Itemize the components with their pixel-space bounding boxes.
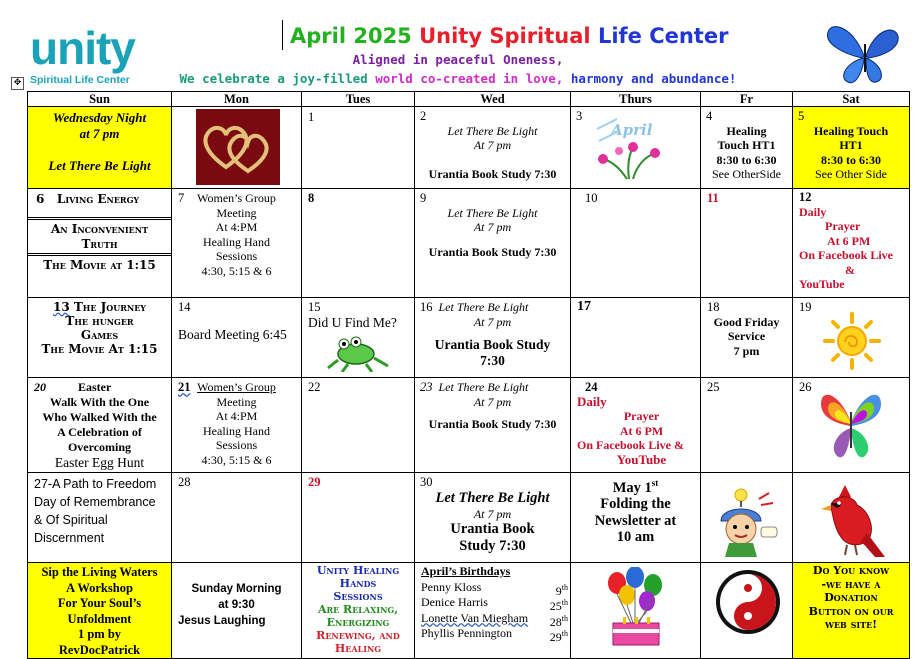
event-line: 7:30 xyxy=(480,353,505,368)
day-number: 4 xyxy=(706,109,713,123)
event-title: May 1 xyxy=(612,479,652,496)
event-line: Prayer xyxy=(623,409,660,423)
day-cell xyxy=(302,107,415,189)
day-number: 3 xyxy=(576,109,583,123)
event-line: Unity Healing xyxy=(316,564,400,577)
event-title: Women’s Group xyxy=(197,191,276,205)
dow-tue: Tues xyxy=(302,92,415,107)
event-line: Are Relaxing, xyxy=(317,603,399,616)
event-line: Button on our xyxy=(808,604,894,618)
dow-mon: Mon xyxy=(172,92,302,107)
event-line: 1 pm by xyxy=(77,627,122,641)
birthday-day-number: 29 xyxy=(549,630,562,644)
event-line: Urantia Book Study 7:30 xyxy=(428,166,557,181)
motto-part-b: world co-created in love, xyxy=(375,71,564,86)
thinking-kid-icon xyxy=(713,487,779,557)
event-line: Sessions xyxy=(333,590,383,603)
hearts-icon xyxy=(196,109,280,185)
day-cell xyxy=(571,298,701,378)
event-line: 7 pm xyxy=(733,343,760,358)
day-cell xyxy=(571,189,701,298)
event-line: At 6 PM xyxy=(827,233,871,248)
event-line: At 6 PM xyxy=(619,423,664,438)
day-number: 22 xyxy=(308,380,321,394)
event-line: Wednesday Night xyxy=(52,110,147,125)
rainbow-butterfly-icon xyxy=(819,386,883,464)
title-month: April 2025 xyxy=(290,24,412,48)
dow-sat: Sat xyxy=(793,92,910,107)
event-line: At 7 pm xyxy=(473,394,512,409)
event-line: Touch HT1 xyxy=(717,138,776,152)
day-number: 26 xyxy=(799,380,812,394)
page-title xyxy=(290,22,728,50)
day-cell xyxy=(28,107,172,189)
event-line: Sip the Living Waters xyxy=(41,565,158,579)
event-line: Urantia Book Study xyxy=(434,337,551,352)
event-line: A Workshop xyxy=(66,580,133,595)
event-line: Donation xyxy=(824,591,878,604)
event-line: Prayer xyxy=(825,219,861,233)
title-name-red: Unity Spiritual xyxy=(419,24,591,48)
event-line: Did U Find Me? xyxy=(308,314,397,330)
day-cell xyxy=(172,563,302,659)
event-line: Do You know xyxy=(812,564,890,577)
event-line: Sessions xyxy=(215,249,258,263)
birthday-row xyxy=(421,580,571,596)
day-cell xyxy=(302,563,415,659)
event-line: See Other Side xyxy=(815,167,887,181)
day-number: 17 xyxy=(577,299,591,314)
motto xyxy=(0,71,916,86)
event-line: At 4:PM xyxy=(215,220,258,234)
day-cell xyxy=(793,473,910,563)
event-line xyxy=(415,380,570,395)
ordinal-suffix: th xyxy=(561,582,568,592)
event-title: Living Energy xyxy=(56,192,140,206)
event-line: 10 am xyxy=(616,529,655,546)
day-cell xyxy=(172,189,302,298)
event-line: Urantia Book Study 7:30 xyxy=(428,244,557,259)
event-line: Sessions xyxy=(215,438,258,452)
day-cell xyxy=(701,107,793,189)
day-cell xyxy=(701,189,793,298)
day-cell xyxy=(571,378,701,473)
day-cell xyxy=(302,298,415,378)
event-line: RevDocPatrick xyxy=(58,642,141,657)
logo-subtitle: Spiritual Life Center xyxy=(30,74,130,86)
event-line: On Facebook Live xyxy=(799,248,894,262)
day-cell xyxy=(701,378,793,473)
day-cell xyxy=(302,378,415,473)
day-number: 6 xyxy=(36,192,45,206)
event-line: Newsletter at xyxy=(594,512,677,529)
day-cell xyxy=(172,378,302,473)
birthday-day xyxy=(550,626,568,646)
day-cell xyxy=(28,563,172,659)
event-line: Urantia Book xyxy=(450,521,535,537)
event-line: Sunday Morning xyxy=(191,583,282,595)
day-cell xyxy=(793,107,910,189)
ordinal-suffix: th xyxy=(561,629,568,638)
event-line: The hunger xyxy=(65,314,134,328)
ordinal-suffix: th xyxy=(561,598,568,607)
event-line: -we have a xyxy=(821,577,881,591)
event-line: Board Meeting 6:45 xyxy=(178,326,287,342)
day-cell xyxy=(28,189,172,298)
day-cell xyxy=(172,107,302,189)
event-line: Healing Hand xyxy=(203,423,270,438)
day-number: 12 xyxy=(799,190,812,204)
day-number: 29 xyxy=(308,475,321,489)
event-line: HT1 xyxy=(839,138,863,152)
day-number: 2 xyxy=(420,109,427,123)
day-cell xyxy=(571,473,701,563)
event-line: at 9:30 xyxy=(218,599,255,611)
day-cell xyxy=(701,473,793,563)
motto-part-a: We celebrate a joy-filled xyxy=(179,71,368,86)
event-line: 8:30 to 6:30 xyxy=(821,152,881,167)
day-number: 14 xyxy=(178,300,191,314)
event-line xyxy=(415,300,570,315)
day-cell xyxy=(302,189,415,298)
dow-fri: Fr xyxy=(701,92,793,107)
birthday-row xyxy=(421,595,571,611)
day-number: 7 xyxy=(178,191,185,205)
event-line: At 4:PM xyxy=(215,409,258,423)
dow-sun: Sun xyxy=(28,92,172,107)
birthday-list xyxy=(421,580,571,642)
birthday-name: Phyllis Pennington xyxy=(421,626,513,640)
april-flowers-icon xyxy=(589,115,675,181)
event-line: Overcoming xyxy=(67,440,132,454)
event-line: & xyxy=(845,262,855,277)
event-line: YouTube xyxy=(799,277,845,291)
birthdays-title: April’s Birthdays xyxy=(421,564,511,578)
event-title: The Journey xyxy=(73,300,147,314)
event-line: Daily xyxy=(577,393,607,409)
day-number: 21 xyxy=(178,380,191,394)
day-cell xyxy=(571,563,701,659)
event-line: On Facebook Live & xyxy=(577,438,684,452)
event-line: Let There Be Light xyxy=(447,205,538,220)
birthday-day-number: 25 xyxy=(549,599,562,613)
event-line: Daily xyxy=(799,204,827,219)
event-line xyxy=(172,191,301,206)
event-line xyxy=(172,380,301,395)
event-line: at 7 pm xyxy=(79,126,120,141)
day-cell xyxy=(415,298,571,378)
day-cell xyxy=(415,563,571,659)
ordinal-suffix: th xyxy=(561,613,568,623)
birthday-name: Penny Kloss xyxy=(421,579,482,594)
frog-icon xyxy=(326,332,390,372)
event-line: A Celebration of xyxy=(57,425,142,439)
day-number: 10 xyxy=(585,191,598,205)
logo-wordmark: unity xyxy=(30,22,135,74)
movie-title-box xyxy=(28,217,171,256)
event-line: Urantia Book Study 7:30 xyxy=(428,417,557,431)
event-title: Let There Be Light xyxy=(438,300,529,314)
event-line: YouTube xyxy=(616,451,667,467)
april-calendar xyxy=(27,91,910,659)
event-line: Service xyxy=(727,329,766,343)
day-number: 20 xyxy=(34,380,46,394)
cardinal-bird-icon xyxy=(817,481,887,561)
event-line: Truth xyxy=(81,236,118,251)
event-line: Renewing, and xyxy=(316,629,400,642)
day-cell xyxy=(28,298,172,378)
event-line: An Inconvenient xyxy=(50,222,149,236)
ordinal-suffix: st xyxy=(651,478,659,488)
sun-icon xyxy=(823,312,881,370)
event-line: For Your Soul’s xyxy=(57,596,142,610)
day-cell xyxy=(302,473,415,563)
day-cell xyxy=(701,298,793,378)
event-line: At 7 pm xyxy=(473,220,512,234)
page-subtitle: Aligned in peaceful Oneness, xyxy=(352,52,564,67)
event-line: At 7 pm xyxy=(473,138,512,152)
birthday-balloons-icon xyxy=(601,567,671,649)
event-line: At 7 pm xyxy=(473,506,512,521)
event-line: The Movie At 1:15 xyxy=(41,342,158,356)
birthday-day-number: 28 xyxy=(549,614,562,629)
day-cell xyxy=(793,189,910,298)
event-title: Let There Be Light xyxy=(438,380,529,394)
event-line: Let There Be Light xyxy=(447,123,538,138)
blue-butterfly-icon xyxy=(824,22,902,88)
event-line: 27-A Path to Freedom xyxy=(34,477,157,491)
event-line: Let There Be Light xyxy=(435,489,550,506)
title-name-blue: Life Center xyxy=(597,24,729,48)
birthday-row xyxy=(421,611,571,627)
event-line: Day of Remembrance xyxy=(34,495,156,509)
table-move-handle-icon[interactable]: ✥ xyxy=(11,77,24,90)
dow-thu: Thurs xyxy=(571,92,701,107)
event-line: & Of Spiritual xyxy=(34,513,108,527)
yin-yang-icon xyxy=(715,569,781,635)
day-cell xyxy=(28,378,172,473)
event-line: Energizing xyxy=(326,616,390,629)
day-cell xyxy=(415,189,571,298)
day-cell xyxy=(701,563,793,659)
day-number: 28 xyxy=(178,475,191,489)
day-cell xyxy=(415,473,571,563)
event-line: Hands xyxy=(339,577,377,590)
event-line: web site! xyxy=(824,618,878,631)
day-number: 13 xyxy=(52,300,70,314)
event-line: Study 7:30 xyxy=(459,538,526,554)
event-line: Discernment xyxy=(34,531,105,545)
birthday-name: Denice Harris xyxy=(421,595,488,609)
motto-part-c: harmony and abundance! xyxy=(570,71,737,86)
dow-wed: Wed xyxy=(415,92,571,107)
event-line xyxy=(571,475,700,496)
event-line: Good Friday xyxy=(713,314,780,329)
day-cell xyxy=(28,473,172,563)
april-art-text: April xyxy=(611,121,653,139)
day-cell xyxy=(793,298,910,378)
day-cell xyxy=(793,563,910,659)
day-number: 1 xyxy=(308,110,315,124)
day-number: 23 xyxy=(420,380,433,394)
day-number: 19 xyxy=(799,300,812,314)
birthday-name: Lonette Van Miegham xyxy=(421,610,529,625)
event-line: Unfoldment xyxy=(67,611,132,626)
day-cell xyxy=(793,378,910,473)
event-line: At 7 pm xyxy=(473,314,512,329)
day-number: 30 xyxy=(420,475,433,489)
event-line: See OtherSide xyxy=(712,167,781,181)
event-line: Let There Be Light xyxy=(48,158,151,173)
birthday-day-number: 9 xyxy=(555,583,562,598)
event-line: Who Walked With the xyxy=(42,410,157,424)
event-line xyxy=(28,189,171,207)
event-title: Easter xyxy=(78,380,112,394)
day-number: 11 xyxy=(707,191,719,205)
event-line: Games xyxy=(80,328,119,342)
event-line: 4:30, 5:15 & 6 xyxy=(201,263,272,278)
event-line: 4:30, 5:15 & 6 xyxy=(201,452,272,467)
day-number: 25 xyxy=(707,380,720,394)
event-line: Healing xyxy=(334,642,382,655)
event-line: Jesus Laughing xyxy=(178,615,266,627)
day-cell xyxy=(172,298,302,378)
birthday-row xyxy=(421,626,571,642)
day-cell xyxy=(571,107,701,189)
day-cell xyxy=(415,107,571,189)
day-number: 15 xyxy=(308,300,321,314)
day-cell xyxy=(172,473,302,563)
day-number: 18 xyxy=(707,300,720,314)
event-line: Walk With the One xyxy=(49,395,150,409)
event-line: Folding the xyxy=(600,496,671,513)
day-number: 5 xyxy=(798,109,805,123)
event-line: The Movie at 1:15 xyxy=(43,258,156,272)
day-cell xyxy=(415,378,571,473)
event-line: Healing Hand xyxy=(203,234,270,249)
event-line: 8:30 to 6:30 xyxy=(716,152,777,167)
event-line: Easter Egg Hunt xyxy=(54,455,145,470)
event-line: Healing Touch xyxy=(813,123,889,138)
day-number: 16 xyxy=(420,300,433,314)
event-line xyxy=(28,300,171,314)
day-number: 8 xyxy=(308,191,315,205)
text-cursor xyxy=(282,20,283,50)
event-line: Meeting xyxy=(216,205,257,220)
day-number: 9 xyxy=(420,191,427,205)
event-line: Healing xyxy=(726,123,767,138)
day-number: 24 xyxy=(585,380,598,394)
event-title: Women’s Group xyxy=(197,380,276,394)
event-line: Meeting xyxy=(216,394,257,409)
event-line xyxy=(28,380,171,395)
